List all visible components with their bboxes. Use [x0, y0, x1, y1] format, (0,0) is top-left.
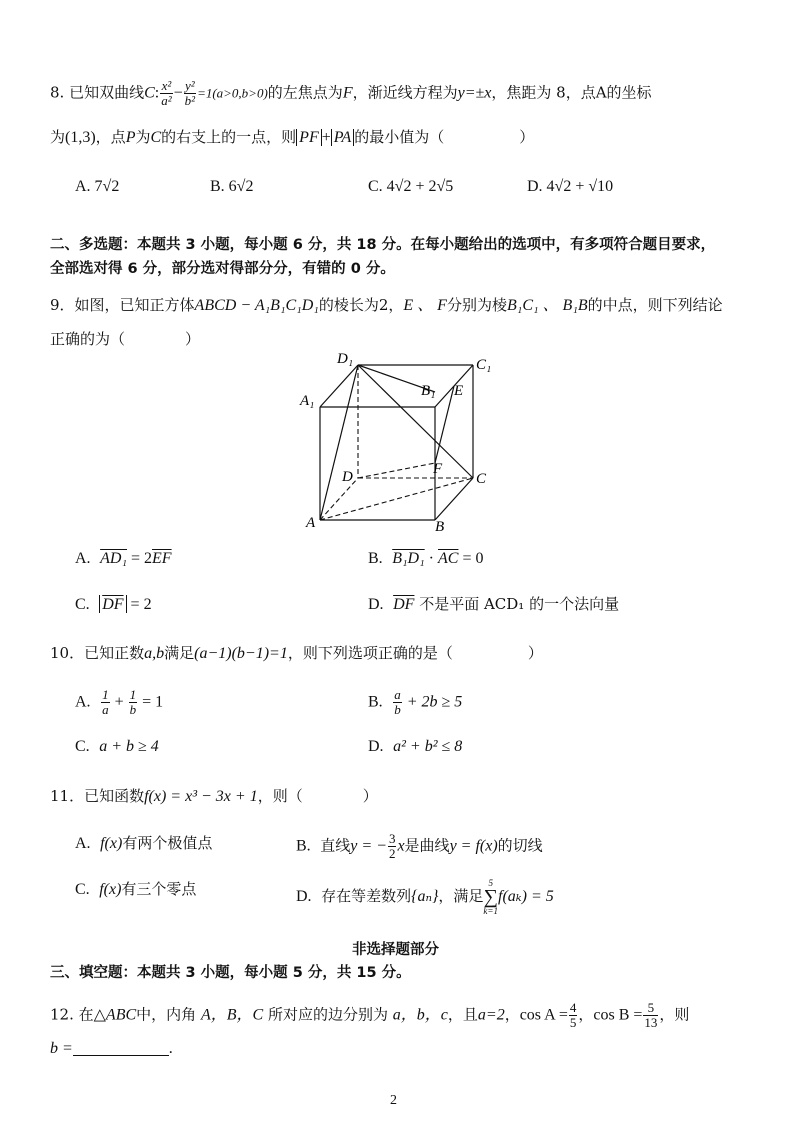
label-d: D — [342, 469, 353, 485]
q12-line2: b = . — [50, 1040, 173, 1057]
q8-option-c: C. 4√2 + 2√5 — [368, 178, 454, 195]
frac-x2-a2: $\frac{\text{x²}}{\text{a²}}$ — [161, 78, 172, 108]
frac-y2-b2: $\frac{\text{y²}}{\text{b²}}$ — [184, 78, 196, 108]
q11-option-c: C. f(x)有三个零点 — [75, 880, 197, 898]
q9-option-d: D. $\overline{DF}$ 不是平面 ACD₁ 的一个法向量 — [368, 595, 620, 613]
section3-title: 三、填空题：本题共 3 小题，每小题 5 分，共 15 分。 — [50, 965, 411, 981]
label-d1: D₁ — [337, 351, 354, 367]
q8-line2: 为(1,3)，点P为C的右支上的一点，则 PF + PA 的最小值为（ ） — [50, 128, 535, 146]
q8-option-a: A. 7√2 — [75, 178, 120, 195]
q9-line2: 正确的为（ ） — [50, 330, 201, 348]
label-b1: B₁ — [421, 383, 436, 399]
label-b: B — [435, 519, 445, 535]
q8-option-b: B. 6√2 — [210, 178, 254, 195]
q9-line1: 9．如图，已知正方体ABCD − A₁B₁C₁D₁的棱长为2，E 、 F分别为棱B₁C₁ 、 B₁B的中点，则下列结论 — [50, 296, 723, 314]
q8-line1: 8. 已知双曲线C: $\frac{\text{x²}}{\text{a²}}$ − $\frac{\text{y²}}{\text{b²}}$ =1(a>0,b>0)的左焦点为F，渐近线方程为y=±x，焦距为 8，点A的坐标 — [50, 78, 652, 108]
q11-option-b: B. 直线y = − $\frac{3}{2}$ x是曲线y = f(x)的切线 — [296, 831, 543, 861]
non-choice-heading: 非选择题部分 — [352, 942, 439, 958]
answer-blank[interactable] — [73, 1039, 169, 1056]
section2-line1: 二、多选题：本题共 3 小题，每小题 6 分，共 18 分。在每小题给出的选项中，有多项符合题目要求， — [50, 237, 716, 253]
cube-figure — [290, 345, 530, 535]
q12-line1: 12. 在△ABC中，内角 A，B，C 所对应的边分别为 a，b，c，且a=2，cos A = $\frac{4}{5}$ ，cos B = $\frac{5}{13}$ ，则 — [50, 1000, 690, 1030]
q11-option-d: D. 存在等差数列{aₙ}，满足 5 ∑ k=1 f(aₖ) = 5 — [296, 878, 554, 916]
q10-option-a: A. $\frac{1}{a}$ + $\frac{1}{b}$ = 1 — [75, 687, 164, 717]
page-number: 2 — [390, 1093, 397, 1108]
q10-option-b: B. $\frac{a}{b}$ + 2b ≥ 5 — [368, 687, 463, 717]
q8-option-d: D. 4√2 + √10 — [527, 178, 614, 195]
summation-symbol: 5 ∑ k=1 — [483, 878, 498, 916]
q9-option-a: A. $AD_1 = 2\overline{EF}$ — [75, 550, 172, 567]
q11-option-a: A. f(x)有两个极值点 — [75, 834, 213, 852]
q10-line: 10．已知正数a,b满足(a−1)(b−1)=1，则下列选项正确的是（ ） — [50, 644, 543, 662]
label-e: E — [454, 383, 464, 399]
label-a: A — [306, 515, 316, 531]
q9-option-b: B. $B_1D_1 \cdot \overline{AC} = 0$ — [368, 550, 484, 567]
label-c: C — [476, 471, 487, 487]
q10-option-d: D. a² + b² ≤ 8 — [368, 738, 463, 755]
q11-line: 11．已知函数f(x) = x³ − 3x + 1，则（ ） — [50, 787, 378, 805]
label-f: F — [433, 461, 443, 477]
section2-line2: 全部选对得 6 分，部分选对得部分分，有错的 0 分。 — [50, 261, 395, 277]
q10-option-c: C. a + b ≥ 4 — [75, 738, 159, 755]
q9-option-c: C. $\overline{DF} = 2$ — [75, 596, 152, 613]
label-c1: C₁ — [476, 357, 492, 373]
label-a1: A₁ — [300, 393, 315, 409]
